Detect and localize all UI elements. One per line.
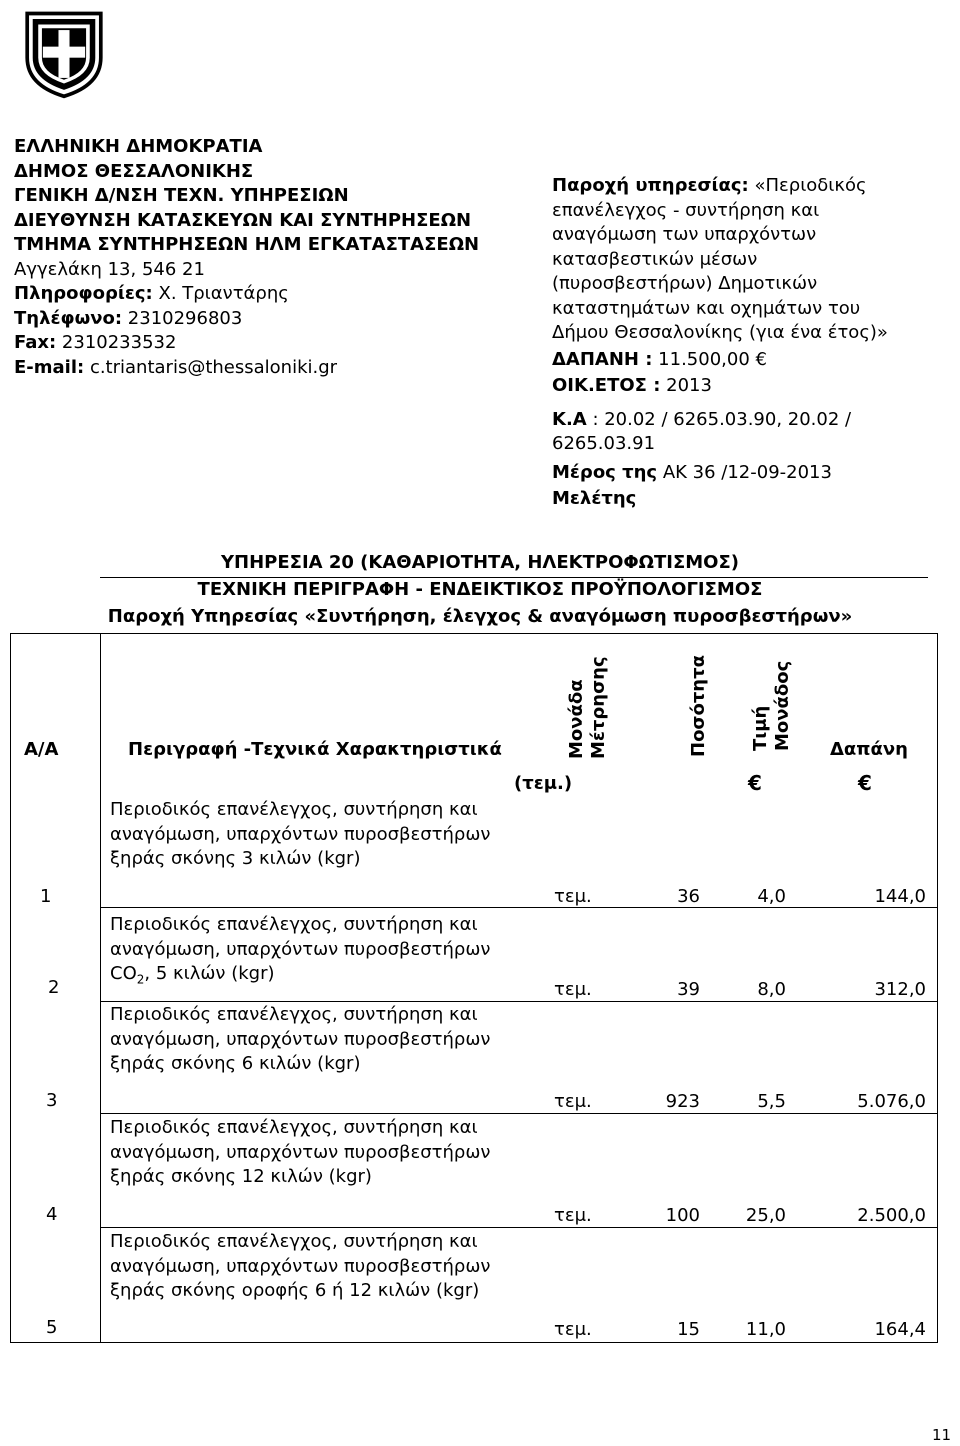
row-2-desc-tail: , 5 κιλών (kgr) [144,963,275,984]
row-1-unit: τεμ. [554,886,592,907]
table-row [110,798,490,872]
row-2-desc-line-1: Περιοδικός επανέλεγχος, συντήρηση και [110,914,478,935]
year-value: 2013 [660,375,712,396]
fax-value: 2310233532 [56,332,177,353]
header-cost: Δαπάνη [830,739,908,760]
email-line [14,356,479,381]
fax-label: Fax: [14,332,57,353]
row-4-unit: τεμ. [554,1205,592,1226]
row-4-desc-line-3: ξηράς σκόνης 12 κιλών (kgr) [110,1166,372,1187]
directorate: ΔΙΕΥΘΥΝΣΗ ΚΑΤΑΣΚΕΥΩΝ ΚΑΙ ΣΥΝΤΗΡΗΣΕΩΝ [14,209,472,231]
row-divider [100,1001,938,1002]
header-description: Περιγραφή -Τεχνικά Χαρακτηριστικά [128,739,502,760]
municipality-name: ΔΗΜΟΣ ΘΕΣΣΑΛΟΝΙΚΗΣ [14,160,254,182]
title-subject: Παροχή Υπηρεσίας «Συντήρηση, έλεγχος & αναγόμωση πυροσβεστήρων» [107,606,853,627]
service-line-2: αναγόμωση των υπαρχόντων [552,224,817,245]
fax-line [14,331,479,356]
row-4-cost: 2.500,0 [857,1205,926,1226]
part-label: Μέρος της [552,461,658,483]
header-price-line2: Μονάδος [772,660,793,751]
ka-value-line2: 6265.03.91 [552,433,656,454]
row-4-aa: 4 [46,1204,58,1225]
row-3-desc-line-1: Περιοδικός επανέλεγχος, συντήρηση και [110,1004,478,1025]
service-line-1: επανέλεγχος - συντήρηση και [552,199,820,221]
row-2-aa: 2 [48,977,60,998]
row-5-unit: τεμ. [554,1319,592,1340]
part-value: ΑΚ 36 /12-09-2013 [657,461,832,483]
header-price-currency: € [748,771,762,795]
row-1-quantity: 36 [677,886,700,907]
study-label: Μελέτης [552,488,637,509]
table-row [110,913,490,992]
cost-value: 11.500,00 € [652,348,767,370]
row-4-price: 25,0 [745,1205,786,1226]
row-divider [100,1113,938,1114]
row-4-desc-line-2: αναγόμωση, υπαρχόντων πυροσβεστήρων [110,1141,491,1163]
info-value: Χ. Τριαντάρης [152,283,289,304]
row-divider [100,907,938,908]
row-2-desc-line-3 [110,962,490,992]
row-5-desc-line-3: ξηράς σκόνης οροφής 6 ή 12 κιλών (kgr) [110,1280,480,1301]
header-quantity-label: Ποσότητα [688,655,709,757]
row-2-unit: τεμ. [554,979,592,1000]
info-label: Πληροφορίες: [14,283,153,304]
row-2-desc-line-2: αναγόμωση, υπαρχόντων πυροσβεστήρων [110,938,491,960]
row-3-cost: 5.076,0 [857,1091,926,1112]
header-cost-currency: € [858,771,872,795]
email-label: E-mail: [14,356,85,378]
row-3-aa: 3 [46,1090,58,1111]
row-2-cost: 312,0 [874,979,926,1000]
row-1-desc-line-1: Περιοδικός επανέλεγχος, συντήρηση και [110,799,478,820]
department: ΤΜΗΜΑ ΣΥΝΤΗΡΗΣΕΩΝ ΗΛΜ ΕΓΚΑΤΑΣΤΑΣΕΩΝ [14,234,480,255]
service-label: Παροχή υπηρεσίας: [552,175,749,196]
phone-line [14,307,479,332]
row-1-cost: 144,0 [874,886,926,907]
service-line-4: (πυροσβεστήρων) Δημοτικών [552,273,818,294]
project-block [552,174,952,512]
country-name: ΕΛΛΗΝΙΚΗ ΔΗΜΟΚΡΑΤΙΑ [14,136,263,157]
row-3-desc-line-2: αναγόμωση, υπαρχόντων πυροσβεστήρων [110,1028,491,1050]
row-2-quantity: 39 [677,979,700,1000]
header-unit-line1: Μονάδα [566,679,587,759]
directorate-general: ΓΕΝΙΚΗ Δ/ΝΣΗ ΤΕΧΝ. ΥΠΗΡΕΣΙΩΝ [14,185,349,206]
row-5-desc-line-1: Περιοδικός επανέλεγχος, συντήρηση και [110,1231,478,1252]
table-border-right [937,633,938,1343]
header-price [750,651,794,751]
table-row [110,1003,490,1077]
table-border-top [10,633,938,634]
row-3-quantity: 923 [665,1091,700,1112]
row-5-quantity: 15 [677,1319,700,1340]
info-line [14,282,479,307]
row-2-desc-co: CO [110,963,137,984]
row-3-desc-line-3: ξηράς σκόνης 6 κιλών (kgr) [110,1053,361,1074]
row-2-desc-sub: 2 [136,972,145,987]
budget-table [10,633,938,1343]
row-divider [100,1227,938,1228]
col-divider-aa [100,633,101,1343]
title-divider [100,577,928,578]
service-line-5: καταστημάτων και οχημάτων του [552,297,861,319]
table-row [110,1116,490,1190]
row-5-price: 11,0 [745,1319,786,1340]
ka-label: Κ.Α [552,408,587,430]
row-1-aa: 1 [40,886,52,907]
service-line-0: «Περιοδικός [748,175,867,196]
row-1-price: 4,0 [757,886,786,907]
email-value: c.triantaris@thessaloniki.gr [84,356,338,378]
service-line-3: κατασβεστικών μέσων [552,248,758,270]
header-aa: Α/Α [24,739,59,760]
cost-label: ΔΑΠΑΝΗ : [552,348,653,370]
title-service: ΥΠΗΡΕΣΙΑ 20 (ΚΑΘΑΡΙΟΤΗΤΑ, ΗΛΕΚΤΡΟΦΩΤΙΣΜΟΣ) [221,552,739,573]
title-technical: ΤΕΧΝΙΚΗ ΠΕΡΙΓΡΑΦΗ - ΕΝΔΕΙΚΤΙΚΟΣ ΠΡΟΫΠΟΛΟΓΙΣΜΟΣ [197,579,763,600]
year-label: ΟΙΚ.ΕΤΟΣ : [552,375,661,396]
service-line-6: Δήμου Θεσσαλονίκης (για ένα έτος)» [552,322,888,343]
address: Αγγελάκη 13, 546 21 [14,258,205,280]
table-border-bottom [10,1342,938,1343]
row-5-cost: 164,4 [874,1319,926,1340]
row-5-aa: 5 [46,1317,58,1338]
issuer-block [14,135,479,380]
row-4-quantity: 100 [665,1205,700,1226]
row-3-unit: τεμ. [554,1091,592,1112]
row-3-price: 5,5 [757,1091,786,1112]
header-quantity [688,645,710,757]
phone-label: Τηλέφωνο: [14,307,123,329]
table-border-left [10,633,11,1343]
header-price-line1: Τιμή [750,705,771,751]
greek-emblem-icon [18,8,110,100]
header-unit [566,647,610,759]
row-1-desc-line-2: αναγόμωση, υπαρχόντων πυροσβεστήρων [110,823,491,845]
header-unit-suffix: (τεμ.) [514,773,573,794]
row-1-desc-line-3: ξηράς σκόνης 3 κιλών (kgr) [110,848,361,869]
ka-value-line1: : 20.02 / 6265.03.90, 20.02 / [586,408,852,430]
header-unit-line2: Μέτρησης [588,656,609,759]
row-5-desc-line-2: αναγόμωση, υπαρχόντων πυροσβεστήρων [110,1255,491,1277]
page-number: 11 [932,1426,952,1444]
row-4-desc-line-1: Περιοδικός επανέλεγχος, συντήρηση και [110,1117,478,1138]
table-row [110,1230,490,1304]
row-2-price: 8,0 [757,979,786,1000]
phone-value: 2310296803 [122,307,243,329]
